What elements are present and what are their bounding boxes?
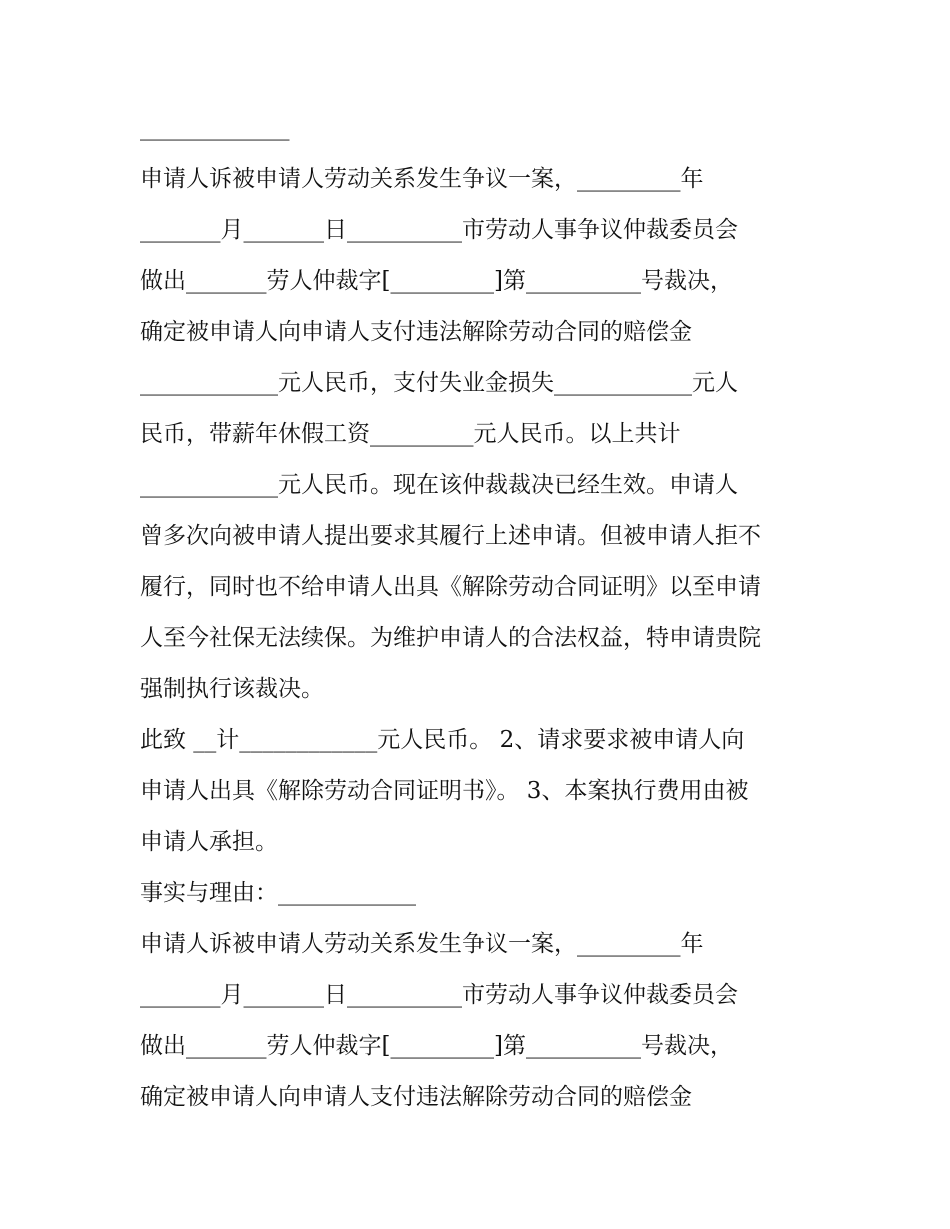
- text-line: 申请人出具《解除劳动合同证明书》。 3、本案执行费用由被: [140, 778, 749, 804]
- text-line: 履行，同时也不给申请人出具《解除劳动合同证明》以至申请: [140, 574, 761, 600]
- text-line: _______月_______日__________市劳动人事争议仲裁委员会: [140, 217, 738, 243]
- text-line: 做出_______劳人仲裁字[_________]第__________号裁决，: [140, 1033, 733, 1059]
- text-line: _____________: [140, 115, 290, 141]
- text-line: 确定被申请人向申请人支付违法解除劳动合同的赔偿金: [140, 319, 692, 345]
- text-line: 此致 __计____________元人民币。 2、请求要求被申请人向: [140, 727, 745, 753]
- text-line: 申请人诉被申请人劳动关系发生争议一案，_________年: [140, 931, 704, 957]
- text-line: 申请人诉被申请人劳动关系发生争议一案，_________年: [140, 166, 704, 192]
- document-body: [140, 103, 820, 1123]
- text-line: ____________元人民币，支付失业金损失____________元人: [140, 370, 738, 396]
- text-line: 做出_______劳人仲裁字[_________]第__________号裁决，: [140, 268, 733, 294]
- text-line: ____________元人民币。现在该仲裁裁决已经生效。申请人: [140, 472, 738, 498]
- text-line: 强制执行该裁决。: [140, 676, 324, 702]
- text-line: 事实与理由：____________: [140, 880, 416, 906]
- text-line: _______月_______日__________市劳动人事争议仲裁委员会: [140, 982, 738, 1008]
- text-line: 人至今社保无法续保。为维护申请人的合法权益，特申请贵院: [140, 625, 761, 651]
- text-line: 申请人承担。: [140, 829, 278, 855]
- text-line: 民币，带薪年休假工资_________元人民币。以上共计: [140, 421, 681, 447]
- text-line: 曾多次向被申请人提出要求其履行上述申请。但被申请人拒不: [140, 523, 761, 549]
- text-line: 确定被申请人向申请人支付违法解除劳动合同的赔偿金: [140, 1084, 692, 1110]
